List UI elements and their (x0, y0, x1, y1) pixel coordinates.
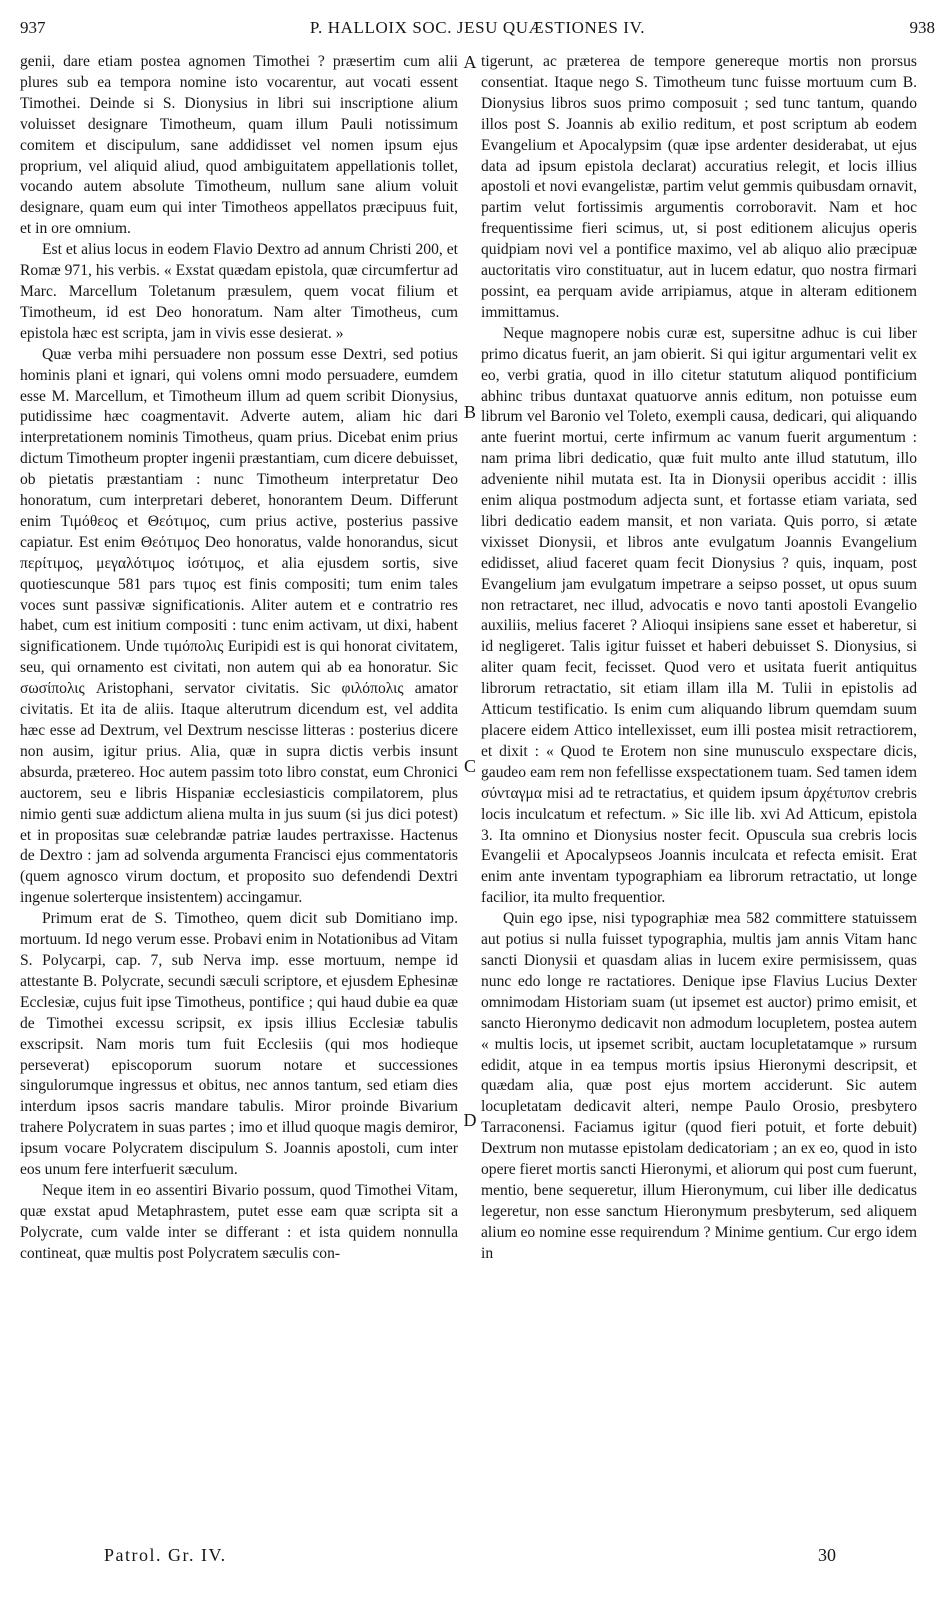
signature-mark: Patrol. Gr. IV. (104, 1545, 227, 1565)
paragraph: tigerunt, ac præterea de tempore genereque mortis non prorsus consentiat. Itaque nego S. Timotheum tunc fuisse mortuum cum B. Dionysius libros suos primo composuit ; sed tunc tantum, quando illos post S. Joannis ab exilio reditum, et post scriptum ab eodem Evangelium et Apocalypsim (quæ ipse ardenter desiderabat, ut ejus data ad ipsum epistola declarat) accuratius relegit, et locis illius apostoli et novi evangelistæ, partim velut gemmis quibusdam ornavit, partim velut fortissimis argumentis corroboravit. Nam et hoc frequentissime fieri scimus, ut, si post editionem alicujus operis quidpiam novi vel a pontifice maximo, vel ab aliquo alio præcipuæ auctoritatis viro constituatur, aut in lucem edatur, quo nostra firmari possint, ea perquam avide arripiamus, atque in alteram editionem immittamus. (481, 53, 917, 321)
page-header (20, 14, 935, 44)
margin-letter-d: D (463, 1110, 477, 1130)
paragraph: Neque magnopere nobis curæ est, supersitne adhuc is cui liber primo dicatus fuerit, an jam obierit. Si qui igitur argumentari velit ex eo, verbi gratia, quod in illo citetur statutum aliquod pontificium abhinc tribus duntaxat quatuorve annis editum, non potuisse eum librum vel Baronio vel Toleto, exempli causa, dedicari, qui aliquando ante fuerint mortui, certe infirmum ac vanum fuerit argumentum : nam prima libri dedicatio, quæ fuit multo ante illud statutum, illo adveniente nihil mutata est. Ita in Dionysii operibus accidit : illis enim aliqua postmodum adjecta sunt, et fortasse etiam variata, sed libri dedicatio eadem mansit, et non variata. Quis porro, si ætate vixisset Dionysii, et libros ante evulgatum Joannis Evangelium edidisset, aliud faceret quam fecit Dionysius ? quis, inquam, post Evangelium jam evulgatum impetrare a seipso posset, ut opus suum non retractaret, nec illud, advocatis e novo tanti apostoli Evangelio auxiliis, melius faceret ? Alioqui insipiens sane esset et haberetur, si id negligeret. Talis igitur fuisset et haberi debuisset S. Dionysius, si aliter quam fecit, fecisset. Quod vero et usitata fuerit antiquitus librorum retractatio, sit etiam illam illa M. Tulii in epistolis ad Atticum testificatio. Is enim cum aliquando librum quemdam suum placere eidem Attico intellexisset, eum illi postea misit retractiorem, et dixit : « Quod te Erotem non sine munusculo exspectare dicis, gaudeo eam rem non fefellisse exspectationem tuam. Sed tamen idem σύνταγμα misi ad te retractatius, et quidem ipsum ἀρχέτυπον crebris locis inculcatum et refectum. » Sic ille lib. xvi Ad Atticum, epistola 3. Ita omnino et Dionysius noster fecit. Opuscula sua crebris locis Evangelii et Apocalypseos Joannis inculcata et refecta emisit. Erat enim ante inventam typographiam ea librorum retractatio, ut longe facilior, ita multo frequentior. (481, 324, 917, 907)
left-text-column (20, 52, 458, 1265)
right-page-number: 938 (909, 18, 935, 37)
paragraph: Est et alius locus in eodem Flavio Dextro ad annum Christi 200, et Romæ 971, his verbis. « Exstat quædam epistola, quæ circumfertur ad Marc. Marcellum Toletanum præsulem, quem vocat filium et Timotheum, id est Deo honoratum. Nam alter Timotheus, cum epistola hæc est scripta, jam in vivis esse desierat. » (20, 241, 458, 342)
margin-letter-a: A (463, 52, 477, 72)
page-footer (0, 1545, 947, 1575)
left-page-number: 937 (20, 18, 46, 37)
paragraph: Quin ego ipse, nisi typographiæ mea 582 committere statuissem aut potius si nulla fuisset typographia, multis jam annis Vitam hanc sancti Dionysii et quasdam alias in lucem exire permisissem, quas nunc edo longe re ractatiores. Denique ipse Flavius Lucius Dexter omnimodam Historiam suam (ut ipsemet est auctor) primo emisit, et sancto Hieronymo dedicavit non admodum locupletem, postea autem « multis locis, ut ipsemet scribit, auctam locupletatamque » rursum edidit, atque in ea tempus mortis ipsius Hieronymi descripsit, et quædam alia, quæ post ejus mortem acciderunt. Sic autem locupletatam dedicavit alteri, nempe Paulo Orosio, presbytero Tarraconensi. Faciamus igitur (quod fieri potuit, et forte debuit) Dextrum non mutasse epistolam dedicatoriam ; an ex eo, quod in isto opere fieret mortis sancti Hieronymi, et aliorum qui post cum fuerunt, mentio, bene sequeretur, illum Hieronymum, cui liber ille dedicatus legeretur, non esse sanctum Hieronymum presbyterum, sed aliquem alium eo nomine esse requirendum ? Minime gentium. Cur ergo idem in (481, 910, 917, 1262)
sheet-number: 30 (818, 1545, 836, 1565)
paragraph: genii, dare etiam postea agnomen Timothei ? præsertim cum alii plures sub ea tempora nomine isto vocarentur, aut vocati essent Timothei. Deinde si S. Dionysius in libri sui inscriptione alium voluisset designare Timotheum, quam illum Pauli notissimum comitem et discipulum, sane addidisset vel nomen ipsum ejus proprium, vel aliquid aliud, quod ambiguitatem appellationis tollet, vocando autem absolute Timotheum, nullum sane alium voluit designare, quam eum qui inter Timotheos appellatos præcipuus fuit, et in ore omnium. (20, 53, 458, 238)
paragraph: Quæ verba mihi persuadere non possum esse Dextri, sed potius hominis plani et ignari, qui volens omni modo persuadere, eumdem esse M. Marcellum, et Timotheum illum ad quem scribit Dionysius, putidissime hæc coagmentavit. Adverte autem, aliam hic dari interpretationem nominis Timotheus, quam prius. Dicebat enim prius dictum Timotheum propter ingenii præstantiam, cum dicere debuisset, ob pietatis præstantiam : nunc Timotheum interpretatur Deo honoratum, cum interpretari deberet, honorantem Deum. Differunt enim Τιμόθεος et Θεότιμος, cum prius active, posterius passive capiatur. Est enim Θεότιμος Deo honoratus, valde honorandus, sicut περίτιμος, μεγαλότιμος ἰσότιμος, et alia ejusdem sortis, sive quotiescunque 581 pars τιμος est finis compositi; tum enim tales voces sunt passivæ significationis. Aliter autem et e contratrio res habet, cum est initium compositi : tunc enim activam, ut dixi, habent significationem. Unde τιμόπολις Euripidi est is qui honorat civitatem, seu, qui ornamento est civitati, non autem qui ab ea honoratur. Sic σωσίπολις Aristophani, servator civitatis. Sic φιλόπολις amator civitatis. Et ita de aliis. Itaque alterutrum dicendum est, vel addita hæc esse ad Dextrum, vel Dextrum nescisse litteras : posterius dicere non ausim, igitur prius. Alia, quæ in supra dictis verbis insunt absurda, prætereo. Hoc autem passim toto libro constat, eum Chronici auctorem, seu e libris Hispaniæ ecclesiasticis compilatorem, plus nimio genti suæ addictum aliena multa in jus suum (si jus dici potest) et in propositas suæ celebrandæ patriæ laudes pertraxisse. Hactenus de Dextro : jam ad solvenda argumenta Francisci ejus commentatoris (quem agnosco virum doctum, et proposito suo defendendi Dextri ingenue solerterque insistentem) accingamur. (20, 345, 458, 907)
paragraph: Neque item in eo assentiri Bivario possum, quod Timothei Vitam, quæ exstat apud Metaphrastem, putet esse eam quæ scripta sit a Polycrate, cum valde inter se differant : et ista quidem nonnulla contineat, quæ multis post Polycratem sæculis con- (20, 1181, 458, 1262)
right-text-column (481, 52, 917, 1265)
margin-letter-c: C (463, 756, 476, 776)
paragraph: Primum erat de S. Timotheo, quem dicit sub Domitiano imp. mortuum. Id nego verum esse. Probavi enim in Notationibus ad Vitam S. Polycarpi, cap. 7, sub Nerva imp. esse mortuum, nempe id attestante B. Polycrate, secundi sæculi scriptore, et ejusdem Ephesinæ Ecclesiæ, cujus fuit ipse Timotheus, pontifice ; qui haud dubie ea quæ de Timothei excessu scripsit, ex ipsis illius Ecclesiæ tabulis exscripsit. Nam moris tum fuit Ecclesiis (qui mos hodieque perseverat) episcoporum suorum notare et successiones singulorumque ingressus et obitus, nec annos tantum, sed etiam dies interdum ipsos sacris mandare tabulis. Miror proinde Bivarium trahere Polycratem in suas partes ; imo et illud quoque magis demiror, ipsum vocare Polycratem discipulum S. Joannis apostoli, cum inter eos unum fere interfuerit sæculum. (20, 910, 458, 1179)
running-title: P. HALLOIX SOC. JESU QUÆSTIONES IV. (309, 18, 646, 37)
margin-letter-b: B (463, 402, 476, 422)
